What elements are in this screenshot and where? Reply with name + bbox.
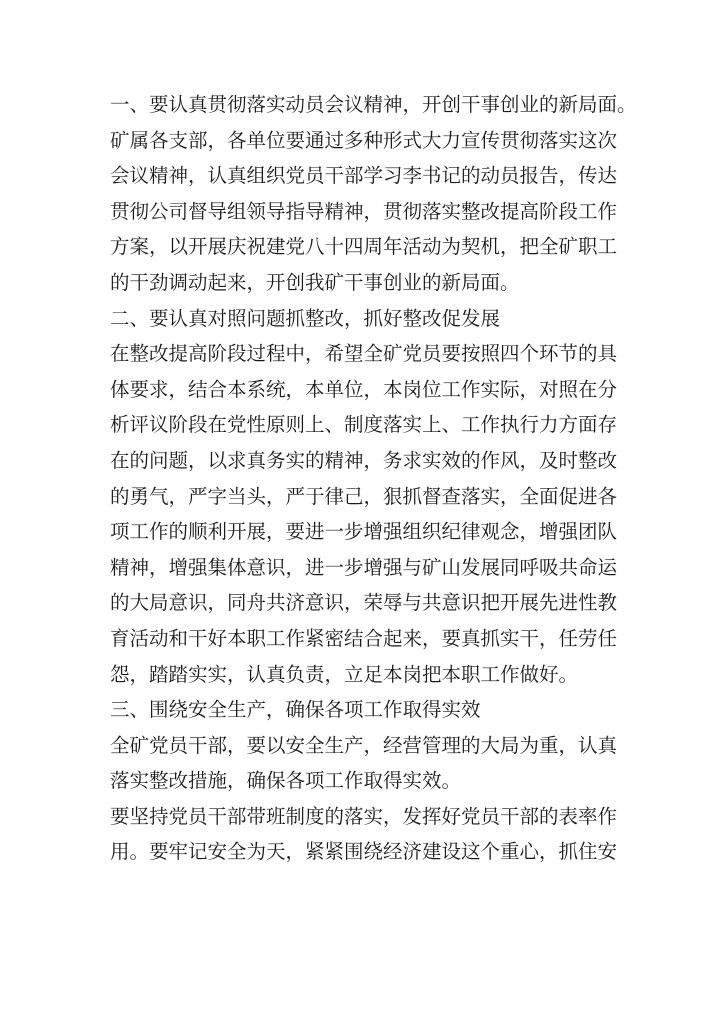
document-body <box>110 87 637 870</box>
paragraph-line: 在的问题，以求真务实的精神，务求实效的作风，及时整改 <box>110 448 618 472</box>
paragraph-line: 全矿党员干部，要以安全生产，经营管理的大局为重，认真 <box>110 733 618 757</box>
paragraph-line: 的大局意识，同舟共济意识，荣辱与共意识把开展先进性教 <box>110 591 618 615</box>
section-heading-2: 二、要认真对照问题抓整改，抓好整改促发展 <box>110 306 501 330</box>
section-heading-3: 三、围绕安全生产，确保各项工作取得实效 <box>110 698 481 722</box>
paragraph-line: 用。要牢记安全为天，紧紧围绕经济建设这个重心，抓住安 <box>110 840 618 864</box>
paragraph-line: 的勇气，严字当头，严于律己，狠抓督查落实，全面促进各 <box>110 484 618 508</box>
paragraph-line: 会议精神，认真组织党员干部学习李书记的动员报告，传达 <box>110 164 618 188</box>
paragraph-line: 在整改提高阶段过程中，希望全矿党员要按照四个环节的具 <box>110 342 618 366</box>
paragraph-line: 要坚持党员干部带班制度的落实，发挥好党员干部的表率作 <box>110 804 618 828</box>
paragraph-line: 项工作的顺利开展，要进一步增强组织纪律观念，增强团队 <box>110 520 618 544</box>
paragraph-line: 怨，踏踏实实，认真负责，立足本岗把本职工作做好。 <box>110 662 579 686</box>
paragraph-line: 的干劲调动起来，开创我矿干事创业的新局面。 <box>110 270 520 294</box>
paragraph-line: 析评议阶段在党性原则上、制度落实上、工作执行力方面存 <box>110 413 618 437</box>
section-heading-1: 一、要认真贯彻落实动员会议精神，开创干事创业的新局面。 <box>110 93 637 116</box>
paragraph-line: 贯彻公司督导组领导指导精神，贯彻落实整改提高阶段工作 <box>110 199 618 223</box>
paragraph-line: 方案，以开展庆祝建党八十四周年活动为契机，把全矿职工 <box>110 235 618 259</box>
paragraph-line: 精神，增强集体意识，进一步增强与矿山发展同呼吸共命运 <box>110 555 618 579</box>
paragraph-line: 育活动和干好本职工作紧密结合起来，要真抓实干，任劳任 <box>110 626 618 650</box>
paragraph-line: 体要求，结合本系统，本单位，本岗位工作实际，对照在分 <box>110 377 618 401</box>
paragraph-line: 矿属各支部，各单位要通过多种形式大力宣传贯彻落实这次 <box>110 128 618 152</box>
paragraph-line: 落实整改措施，确保各项工作取得实效。 <box>110 769 462 793</box>
